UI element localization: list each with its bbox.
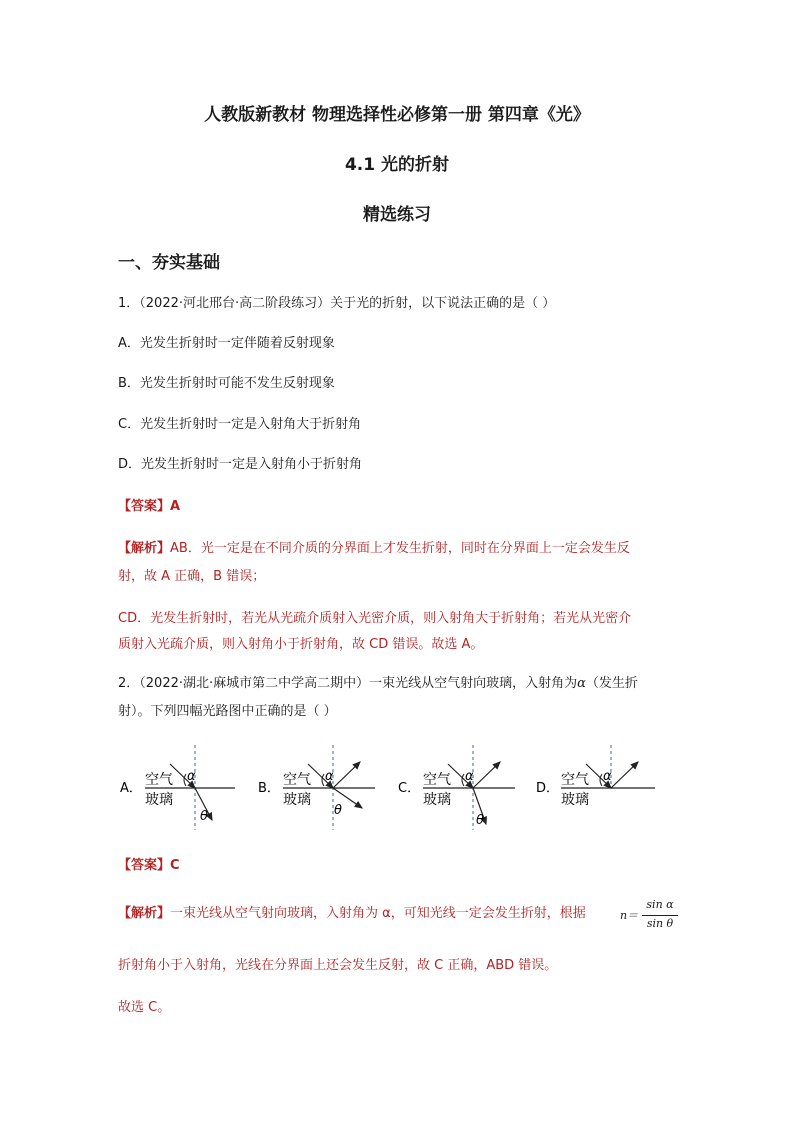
- q2-diagrams: [110, 740, 680, 835]
- alpha-label: α: [325, 769, 334, 784]
- diagram-label: B．: [258, 781, 280, 796]
- answer-value: C: [170, 858, 180, 873]
- fraction-bar: [642, 915, 678, 916]
- alpha-label: α: [187, 769, 196, 784]
- formula-denominator: sin θ: [646, 917, 674, 930]
- q2-stem-line2: 射）。下列四幅光路图中正确的是（ ）: [118, 704, 337, 719]
- diagram-c[interactable]: [398, 745, 515, 830]
- theta-label: θ: [334, 803, 342, 818]
- doc-title: 人教版新教材 物理选择性必修第一册 第四章《光》: [204, 105, 590, 125]
- diagram-label: C．: [398, 781, 421, 796]
- q1-analysis-p1: [118, 535, 678, 563]
- formula-numerator: sin α: [646, 898, 674, 911]
- q1-stem: 1．（2022·河北邢台·高二阶段练习）关于光的折射，以下说法正确的是（ ）: [118, 296, 556, 311]
- glass-label: 玻璃: [145, 792, 173, 808]
- q1-analysis-p2: CD．光发生折射时，若光从光疏介质射入光密介质，则入射角大于折射角；若光从光密介: [118, 611, 632, 626]
- air-label: 空气: [283, 772, 311, 788]
- air-label: 空气: [145, 772, 173, 788]
- answer-label: 【答案】: [118, 499, 171, 514]
- glass-label: 玻璃: [561, 792, 589, 808]
- answer-label: 【答案】: [118, 858, 171, 873]
- diagram-label: D．: [536, 781, 560, 796]
- analysis-label: 【解析】: [118, 906, 171, 921]
- diagram-a[interactable]: [120, 745, 235, 830]
- q2-stem-b: （发生折: [585, 676, 638, 691]
- theta-label: θ: [476, 813, 484, 828]
- q2-stem-a: 2．（2022·湖北·麻城市第二中学高二期中）一束光线从空气射向玻璃，入射角为: [118, 676, 578, 691]
- air-label: 空气: [561, 772, 589, 788]
- answer-value: A: [170, 499, 181, 514]
- alpha-symbol: α: [577, 676, 586, 691]
- alpha-label: α: [465, 769, 474, 784]
- glass-label: 玻璃: [283, 792, 311, 808]
- analysis-text: 一束光线从空气射向玻璃，入射角为 α，可知光线一定会发生折射，根据: [170, 906, 586, 921]
- diagram-label: A．: [120, 781, 142, 796]
- alpha-label: α: [603, 769, 612, 784]
- q2-analysis-line1: [118, 900, 638, 928]
- diagram-b[interactable]: [258, 745, 375, 830]
- q1-analysis-p2-cont: 质射入光疏介质，则入射角小于折射角，故 CD 错误。故选 A。: [118, 637, 484, 652]
- q1-option-a: A．光发生折射时一定伴随着反射现象: [118, 336, 335, 351]
- diagram-d[interactable]: [536, 745, 655, 808]
- q2-analysis-line2: 折射角小于入射角，光线在分界面上还会发生反射，故 C 正确，ABD 错误。: [118, 958, 558, 973]
- q1-option-d: D．光发生折射时一定是入射角小于折射角: [118, 457, 363, 472]
- analysis-text: AB．光一定是在不同介质的分界面上才发生折射，同时在分界面上一定会发生反: [170, 541, 630, 556]
- glass-label: 玻璃: [423, 792, 451, 808]
- q1-analysis-p1-cont: 射，故 A 正确，B 错误；: [118, 569, 266, 584]
- q2-analysis-line3: 故选 C。: [118, 1000, 171, 1015]
- formula-n: n＝: [620, 909, 639, 922]
- section-title: 4.1 光的折射: [344, 155, 450, 175]
- air-label: 空气: [423, 772, 451, 788]
- q2-answer: [118, 852, 678, 880]
- section-heading: 一、夯实基础: [118, 253, 220, 273]
- analysis-label: 【解析】: [118, 541, 171, 556]
- refraction-formula: [620, 898, 680, 934]
- q1-answer: [118, 493, 678, 521]
- exercise-title: 精选练习: [363, 205, 431, 225]
- q2-stem-line1: [118, 670, 678, 698]
- theta-label: θ: [200, 809, 208, 824]
- q1-option-c: C．光发生折射时一定是入射角大于折射角: [118, 417, 362, 432]
- q1-option-b: B．光发生折射时可能不发生反射现象: [118, 376, 335, 391]
